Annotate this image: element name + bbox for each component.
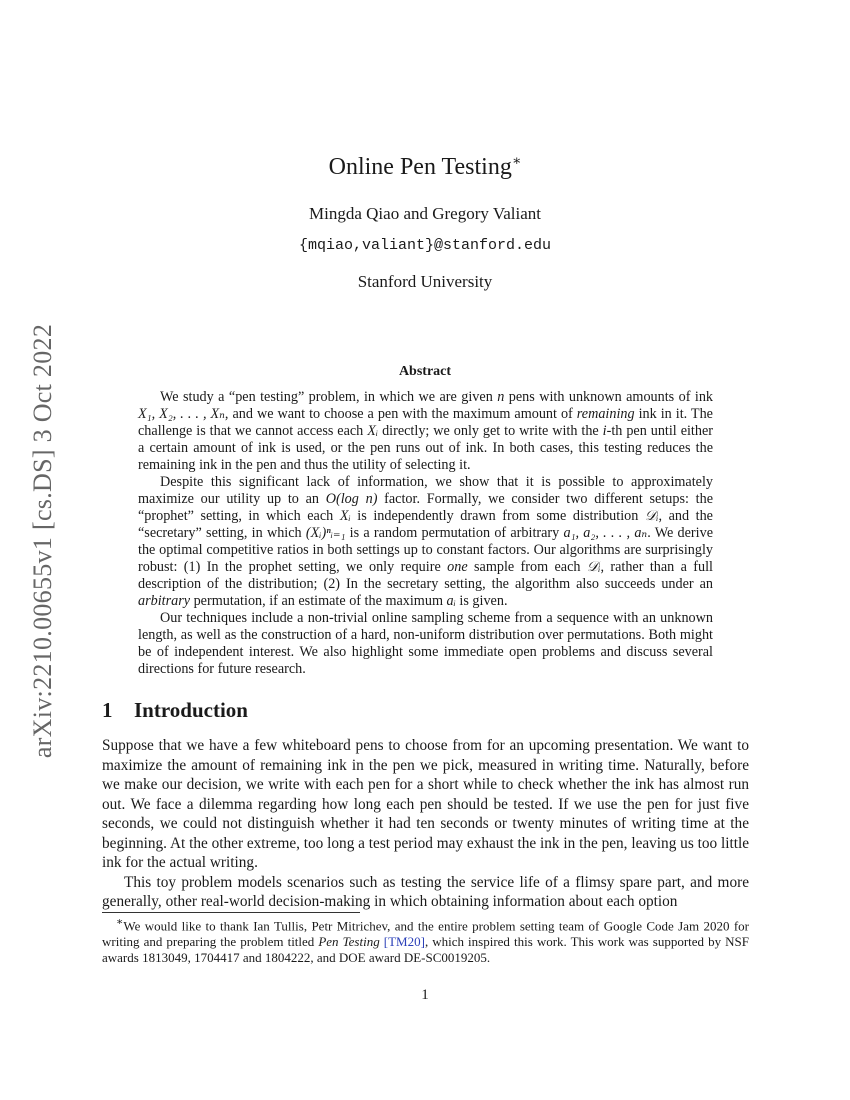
paper-title: [0, 153, 850, 181]
intro-paragraph: This toy problem models scenarios such as testing the service life of a flimsy spare part, and more generally, other real-world decision-making in which obtaining information about each option: [102, 873, 749, 910]
introduction-body: [102, 736, 749, 912]
intro-paragraph: Suppose that we have a few whiteboard pens to choose from for an upcoming presentation. We want to maximize the amount of remaining ink in the pen we pick, measured in writing time. Naturally, before we make our decision, we write with each pen for a short while to check whether the ink has almost run out. We face a dilemma regarding how long each pen should be tested. If we use the pen for just five seconds, we could not distinguish whether it had ten seconds or twenty minutes of writing time at the beginning. At the other extreme, too long a test period may exhaust the ink in the pen, leaving us too little ink for the actual writing.: [102, 737, 750, 871]
citation-link[interactable]: [TM20]: [383, 934, 425, 950]
section-number: 1: [102, 698, 113, 722]
footnote-rule: [102, 912, 360, 913]
title-text: Online Pen Testing: [328, 154, 512, 180]
section-heading: [102, 698, 248, 723]
authors: Mingda Qiao and Gregory Valiant: [309, 204, 541, 223]
arxiv-identifier: arXiv:2210.00655v1 [cs.DS] 3 Oct 2022: [28, 323, 57, 759]
affiliation: Stanford University: [357, 272, 493, 291]
footnote: ∗We would like to thank Ian Tullis, Petr Mitrichev, and the entire problem setting team of Google Code Jam 2020 for writing and preparing the problem titled Pen Testing [TM20], which inspired this work. This work was supported by NSF awards 1813049, 1704417 and 1804222, and DOE award DE-SC0019205.: [102, 916, 749, 966]
abstract-paragraph: Our techniques include a non-trivial online sampling scheme from a sequence with an unknown length, as well as the construction of a hard, non-uniform distribution over permutations. Both might be of independent interest. We also highlight some immediate open problems and discuss several directions for future research.: [138, 610, 713, 677]
title-footnote-mark: ∗: [511, 154, 522, 169]
abstract-heading: Abstract: [398, 364, 452, 379]
abstract-paragraph: We study a “pen testing” problem, in which we are given n pens with unknown amounts of ink X₁, X₂, . . . , Xₙ, and we want to choose a pen with the maximum amount of remaining ink in it. The challenge is that we cannot access each Xᵢ directly; we only get to write with the i-th pen until either a certain amount of ink is used, or the pen runs out of ink. In both cases, this testing reduces the remaining ink in the pen and thus the utility of selecting it.: [138, 389, 714, 473]
abstract-body: [138, 389, 713, 678]
footnote-mark: ∗: [116, 916, 124, 928]
author-email: {mqiao,valiant}@stanford.edu: [298, 237, 552, 254]
section-title: Introduction: [134, 698, 248, 722]
page-number: 1: [421, 987, 429, 1003]
abstract-paragraph: Despite this significant lack of information, we show that it is possible to approximately maximize our utility up to an O(log n) factor. Formally, we consider two different setups: the “prophet” setting, in which each Xᵢ is independently drawn from some distribution 𝒟ᵢ, and the “secretary” setting, in which (Xᵢ)ⁿᵢ₌₁ is a random permutation of arbitrary a₁, a₂, . . . , aₙ. We derive the optimal competitive ratios in both settings up to constant factors. Our algorithms are surprisingly robust: (1) In the prophet setting, we only require one sample from each 𝒟ᵢ, rather than a full description of the distribution; (2) In the secretary setting, the algorithm also succeeds under an arbitrary permutation, if an estimate of the maximum aᵢ is given.: [138, 474, 713, 609]
